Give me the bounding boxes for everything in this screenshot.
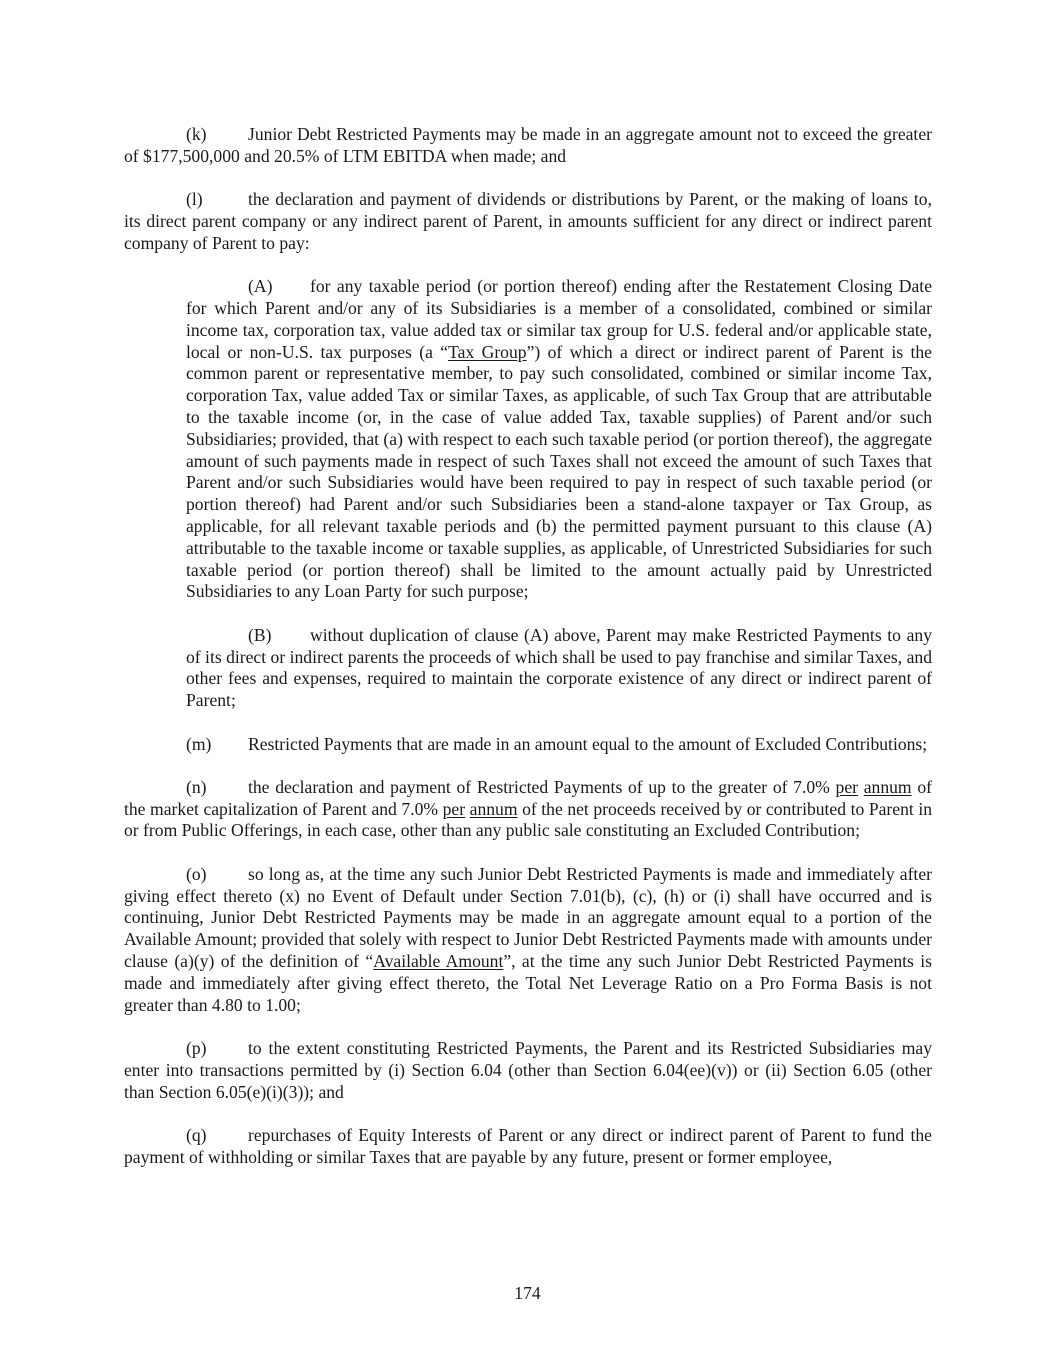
- clause-text: ”, at the time any such Junior Debt Restricted Payments is made and immediately after giving effect thereto, the Total Net Leverage Ratio on a Pro Forma Basis is not greater than 4.80 to 1.00;: [124, 951, 932, 1015]
- clause-label: (m): [186, 733, 212, 754]
- clause-text: to the extent constituting Restricted Payments, the Parent and its Restricted Subsidiaries may enter into transactions permitted by (i) Section 6.04 (other than Section 6.04(ee)(v)) or (ii) Section 6.05 (other than Section 6.05(e)(i)(3)); and: [124, 1038, 932, 1102]
- clause-text: without duplication of clause (A) above, Parent may make Restricted Payments to any of its direct or indirect parents the proceeds of which shall be used to pay franchise and similar Taxes, and other fees and expenses, required to maintain the corporate existence of any direct or indirect parent of Parent;: [186, 624, 932, 711]
- clause-label: (l): [186, 189, 203, 210]
- clause-l: [124, 189, 932, 254]
- latin-term-annum: annum: [863, 776, 912, 797]
- clause-label: (q): [186, 1125, 207, 1146]
- defined-term-available-amount: Available Amount: [373, 951, 504, 972]
- clause-m: [124, 734, 932, 756]
- latin-term-per: per: [442, 798, 466, 819]
- document-page: [124, 124, 932, 1190]
- subclause-B: [186, 625, 932, 712]
- clause-text: so long as, at the time any such Junior Debt Restricted Payments is made and immediately after giving effect thereto (x) no Event of Default under Section 7.01(b), (c), (h) or (i) shall have occurred and is continuing, Junior Debt Restricted Payments may be made in an aggregate amount equal to a portion of the Available Amount; provided that solely with respect to Junior Debt Restricted Payments made with amounts under clause (a)(y) of the definition of “: [124, 863, 932, 972]
- clause-label: (o): [186, 863, 207, 884]
- defined-term-tax-group: Tax Group: [448, 341, 527, 362]
- subclause-A: [186, 276, 932, 603]
- clause-label: (B): [248, 624, 272, 645]
- clause-text: of the market capitalization of Parent and 7.0%: [124, 776, 932, 819]
- latin-term-per: per: [835, 776, 859, 797]
- clause-n: [124, 777, 932, 842]
- clause-label: (k): [186, 124, 207, 144]
- latin-term-annum: annum: [469, 798, 518, 819]
- clause-text: the declaration and payment of Restricted Payments of up to the greater of 7.0%: [248, 776, 836, 797]
- clause-text: Restricted Payments that are made in an amount equal to the amount of Excluded Contributions;: [248, 733, 928, 754]
- clause-q: [124, 1125, 932, 1169]
- clause-text: for any taxable period (or portion thereof) ending after the Restatement Closing Date for which Parent and/or any of its Subsidiaries is a member of a consolidated, combined or similar income tax, corporation tax, value added tax or similar tax group for U.S. federal and/or applicable state, local or non-U.S. tax purposes (a “: [186, 276, 932, 362]
- clause-text: the declaration and payment of dividends or distributions by Parent, or the making of loans to, its direct parent company or any indirect parent of Parent, in amounts sufficient for any direct or indirect parent company of Parent to pay:: [124, 189, 932, 253]
- clause-label: (n): [186, 776, 207, 797]
- clause-label: (p): [186, 1038, 207, 1059]
- clause-label: (A): [248, 276, 273, 297]
- clause-text: ”) of which a direct or indirect parent of Parent is the common parent or representative member, to pay such consolidated, combined or similar income Tax, corporation Tax, value added Tax or similar Taxes, as applicable, of such Tax Group that are attributable to the taxable income (or, in the case of value added Tax, taxable supplies) of Parent and/or such Subsidiaries; provided, that (a) with respect to each such taxable period (or portion thereof), the aggregate amount of such payments made in respect of such Taxes shall not exceed the amount of such Taxes that Parent and/or such Subsidiaries would have been required to pay in respect of such taxable period (or portion thereof) had Parent and/or such Subsidiaries been a stand-alone taxpayer or Tax Group, as applicable, for all relevant taxable periods and (b) the permitted payment pursuant to this clause (A) attributable to the taxable income or taxable supplies, as applicable, of Unrestricted Subsidiaries for such taxable period (or portion thereof) shall be limited to the amount actually paid by Unrestricted Subsidiaries to any Loan Party for such purpose;: [186, 341, 932, 602]
- clause-text: repurchases of Equity Interests of Parent or any direct or indirect parent of Parent to fund the payment of withholding or similar Taxes that are payable by any future, present or former employee,: [124, 1125, 932, 1167]
- page-number: 174: [514, 1283, 541, 1303]
- clause-text: Junior Debt Restricted Payments may be made in an aggregate amount not to exceed the greater of $177,500,000 and 20.5% of LTM EBITDA when made; and: [124, 124, 932, 166]
- clause-text: of the net proceeds received by or contributed to Parent in or from Public Offerings, in each case, other than any public sale constituting an Excluded Contribution;: [124, 798, 933, 841]
- clause-p: [124, 1038, 932, 1103]
- clause-o: [124, 864, 932, 1017]
- clause-k: [124, 124, 932, 168]
